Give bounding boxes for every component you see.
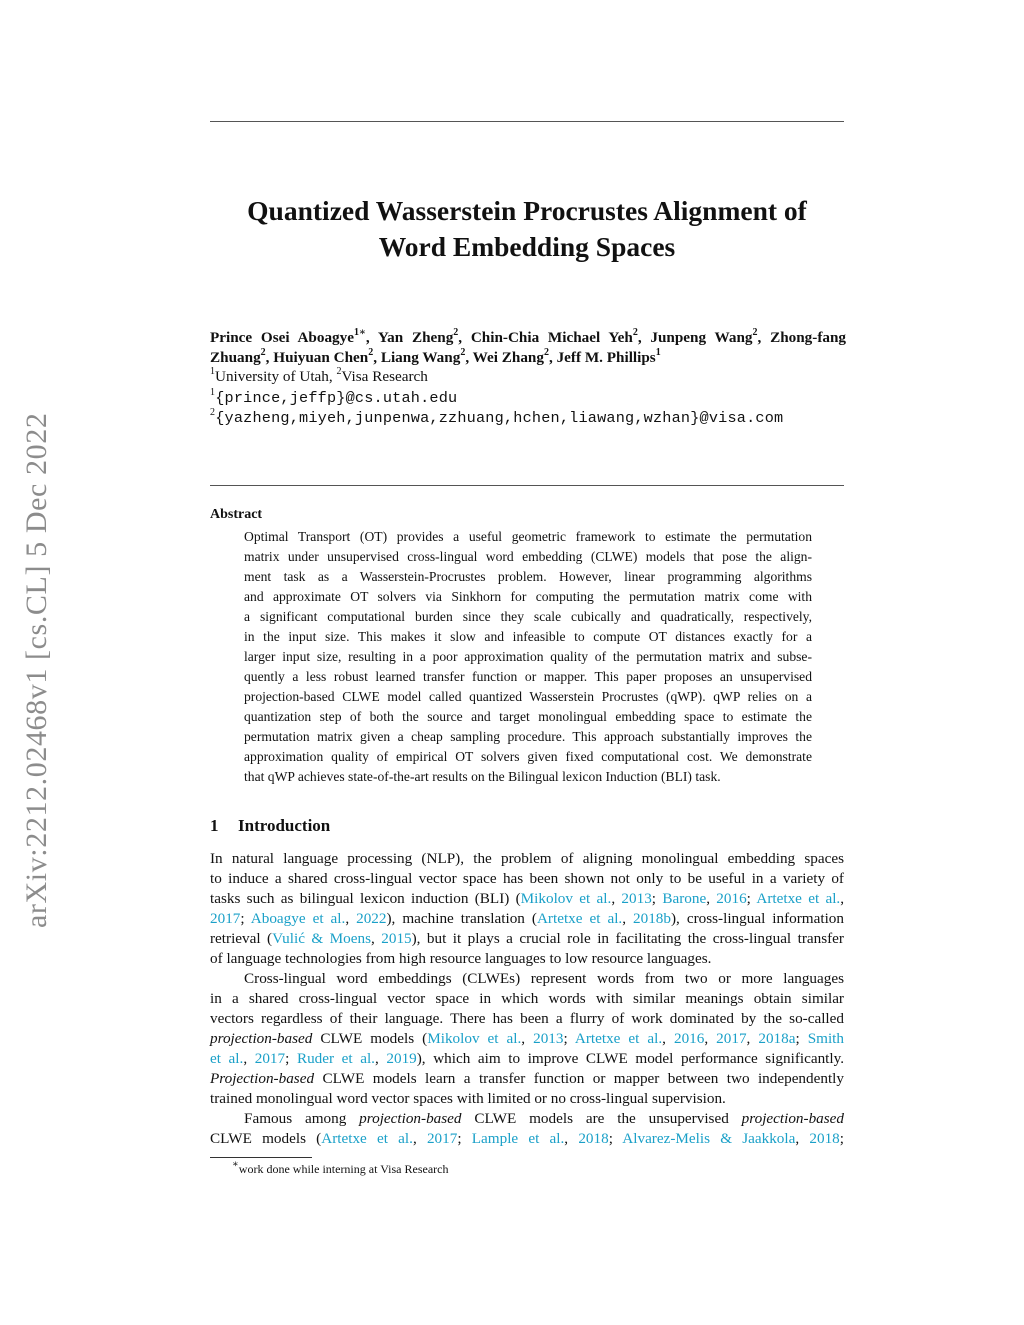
author-name: Chin-Chia Michael Yeh <box>470 329 633 346</box>
body-text-line <box>210 889 844 909</box>
citation-link[interactable]: Mikolov et al. <box>427 1030 522 1047</box>
citation-link[interactable]: Mikolov et al. <box>520 890 612 907</box>
body-text: , <box>746 1030 759 1047</box>
body-text: retrieval ( <box>210 930 273 947</box>
body-text: ; <box>746 890 757 907</box>
abstract-top-rule <box>210 485 844 486</box>
author-affiliation-marker: 2 <box>543 346 549 358</box>
body-text: Famous among <box>244 1110 360 1127</box>
author-name: Zhong-fang Zhuang <box>210 329 847 366</box>
affiliation-2-marker: 2 <box>336 365 342 377</box>
body-text: vectors regardless of their language. There has been a flurry of work dominated by the so-called <box>210 1010 844 1027</box>
body-text: tasks such as bilingual lexicon induction (BLI) ( <box>210 890 521 907</box>
body-text-line <box>210 1069 844 1089</box>
body-text-line <box>210 929 844 949</box>
body-text: , <box>412 1130 427 1147</box>
citation-link[interactable]: Vulić & Moens <box>272 930 371 947</box>
paper-title <box>180 193 874 265</box>
section-title: Introduction <box>238 816 331 835</box>
author-affiliation-marker: 2 <box>368 346 374 358</box>
body-text: trained monolingual word vector spaces with limited or no cross-lingual supervision. <box>210 1090 726 1107</box>
body-text-line <box>210 849 844 869</box>
citation-link[interactable]: 2016 <box>673 1030 705 1047</box>
affiliation-1: University of Utah, <box>215 368 337 385</box>
citation-link[interactable]: Barone <box>662 890 707 907</box>
abstract-line: quantization step of both the source and target monolingual embedding space to estimate the <box>244 709 812 724</box>
body-text: In natural language processing (NLP), the problem of aligning monolingual embedding spaces <box>210 850 844 867</box>
email-1[interactable]: {prince,jeffp}@cs.utah.edu <box>215 389 458 407</box>
author-affiliation-marker: 2 <box>632 326 638 338</box>
body-text: to induce a shared cross-lingual vector space has been shown not only to be useful in a variety of <box>210 870 844 887</box>
abstract-line: and approximate OT solvers via Sinkhorn for computing the permutation matrix come with <box>244 589 812 604</box>
author-name: Liang Wang <box>380 349 461 366</box>
body-text-line <box>210 1109 844 1129</box>
body-text: CLWE models ( <box>210 1130 322 1147</box>
body-text: , <box>243 1050 255 1067</box>
body-text: , <box>371 930 382 947</box>
body-text: , <box>662 1030 674 1047</box>
body-text-line <box>210 1129 844 1149</box>
body-text-line <box>210 989 844 1009</box>
author-name: Huiyuan Chen <box>273 349 369 366</box>
citation-link[interactable]: et al. <box>210 1050 244 1067</box>
affiliation-1-marker: 1 <box>210 365 215 377</box>
abstract-line: quently a less robust learned transfer function or mapper. This paper proposes an unsupervised <box>244 669 812 684</box>
abstract-line: that qWP achieves state-of-the-art results on the Bilingual lexicon Induction (BLI) task. <box>244 769 721 784</box>
citation-link[interactable]: Lample et al. <box>471 1130 565 1147</box>
abstract-heading: Abstract <box>210 507 263 522</box>
abstract-line: larger input size, resulting in a poor approximation quality of the permutation matrix and subse- <box>244 649 812 664</box>
section-heading-introduction <box>210 816 330 836</box>
email-2-marker: 2 <box>210 406 216 418</box>
email-2[interactable]: {yazheng,miyeh,junpenwa,zzhuang,hchen,liawang,wzhan}@visa.com <box>215 409 784 427</box>
citation-link[interactable]: 2017 <box>716 1030 747 1047</box>
author-name: Jeff M. Phillips <box>556 349 656 366</box>
citation-link[interactable]: 2017 <box>254 1050 286 1067</box>
body-text: , <box>345 910 357 927</box>
citation-link[interactable]: Alvarez-Melis & Jaakkola <box>622 1130 796 1147</box>
abstract-line: matrix under unsupervised cross-lingual word embedding (CLWE) models that pose the align- <box>244 549 812 564</box>
footnote-rule <box>210 1157 312 1158</box>
affiliation-2: Visa Research <box>341 368 428 385</box>
citation-link[interactable]: 2022 <box>356 910 387 927</box>
abstract-line: a significant computational burden since they scale cubically and quadratically, respectively, <box>244 609 812 624</box>
body-text-line <box>210 949 844 969</box>
citation-link[interactable]: Aboagye et al. <box>250 910 346 927</box>
body-text: , <box>795 1130 810 1147</box>
author-affiliation-marker: 2 <box>260 346 266 358</box>
body-text: CLWE models learn a transfer function or mapper between two independently <box>314 1070 844 1087</box>
body-text: ; <box>457 1130 472 1147</box>
citation-link[interactable]: Artetxe et al. <box>756 890 841 907</box>
title-top-rule <box>210 121 844 122</box>
body-text-line <box>210 909 844 929</box>
body-text: ), but it plays a crucial role in facilitating the cross-lingual transfer <box>411 930 844 947</box>
affiliations-line <box>210 367 428 387</box>
citation-link[interactable]: 2018b <box>633 910 671 927</box>
title-line-1: Quantized Wasserstein Procrustes Alignment of <box>247 195 807 226</box>
body-text: in a shared cross-lingual vector space in which words with similar meanings obtain similar <box>210 990 844 1007</box>
body-text-line <box>210 869 844 889</box>
emphasized-term: projection-based <box>741 1110 845 1127</box>
author-name: Prince Osei Aboagye <box>210 329 354 346</box>
body-text: CLWE models are the unsupervised <box>461 1110 742 1127</box>
body-text: , <box>622 910 634 927</box>
email-line-2 <box>210 408 783 428</box>
footnote-marker: ∗ <box>232 1159 239 1170</box>
author-list: Prince Osei Aboagye$^{1∗}$, Yan Zheng$^2$, Chin-Chia Michael Yeh$^2$, Junpeng Wang$^2$, Zhong-fang Zhuang$^2$, Huiyuan Chen$^2$, Liang Wang$^2$, Wei Zhang$^2$, Jeff M. Phillips$^1$ <box>210 326 847 366</box>
body-text: ; <box>651 890 663 907</box>
body-text: ; <box>839 1130 844 1147</box>
citation-link[interactable]: 2018 <box>809 1130 840 1147</box>
author-affiliation-marker: 2 <box>460 346 466 358</box>
email-line-1 <box>210 388 457 408</box>
abstract-line: projection-based CLWE model called quantized Wasserstein Procrustes (qWP). qWP relies on a <box>244 689 812 704</box>
body-text: ; <box>563 1030 575 1047</box>
arxiv-identifier-stamp: arXiv:2212.02468v1 [cs.CL] 5 Dec 2022 <box>20 412 53 928</box>
abstract-line: in the input size. This makes it slow and infeasible to compute OT distances exactly for a <box>244 629 812 644</box>
citation-link[interactable]: 2018 <box>578 1130 609 1147</box>
citation-link[interactable]: 2017 <box>210 910 241 927</box>
abstract-line: approximation quality of empirical OT solvers given fixed computational cost. We demonstrate <box>244 749 812 764</box>
emphasized-term: Projection-based <box>210 1070 315 1087</box>
body-text: ), machine translation ( <box>386 910 537 927</box>
email-1-marker: 1 <box>210 386 216 398</box>
citation-link[interactable]: Smith <box>807 1030 844 1047</box>
emphasized-term: projection-based <box>359 1110 462 1127</box>
abstract-line: permutation matrix given a cheap sampling procedure. This approach substantially improves the <box>244 729 812 744</box>
footnote <box>232 1159 449 1177</box>
body-text: ), cross-lingual information <box>670 910 844 927</box>
citation-link[interactable]: Artetxe et al. <box>536 910 623 927</box>
body-text: , <box>521 1030 534 1047</box>
author-name: Yan Zheng <box>377 329 454 346</box>
body-text: , <box>704 1030 717 1047</box>
section-number: 1 <box>210 816 219 835</box>
citation-link[interactable]: 2019 <box>386 1050 417 1067</box>
citation-link[interactable]: 2015 <box>381 930 412 947</box>
footnote-text: work done while interning at Visa Research <box>238 1162 449 1176</box>
body-text: ; <box>285 1050 297 1067</box>
author-name: Wei Zhang <box>472 349 544 366</box>
body-text: , <box>611 890 622 907</box>
citation-link[interactable]: 2017 <box>426 1130 458 1147</box>
citation-link[interactable]: 2013 <box>621 890 652 907</box>
citation-link[interactable]: Artetxe et al. <box>321 1130 413 1147</box>
body-text: ; <box>608 1130 623 1147</box>
body-text: , <box>374 1050 387 1067</box>
abstract-line: ment task as a Wasserstein-Procrustes problem. However, linear programming algorithms <box>244 569 812 584</box>
body-text-line <box>210 1049 844 1069</box>
emphasized-term: projection-based <box>210 1030 313 1047</box>
citation-link[interactable]: 2016 <box>716 890 747 907</box>
body-text-line <box>210 969 844 989</box>
title-line-2: Word Embedding Spaces <box>378 231 676 262</box>
citation-link[interactable]: 2013 <box>533 1030 564 1047</box>
body-text-line <box>210 1029 844 1049</box>
body-text: ; <box>240 910 251 927</box>
body-text: , <box>706 890 717 907</box>
body-text: ; <box>795 1030 808 1047</box>
body-text: , <box>564 1130 579 1147</box>
citation-link[interactable]: Ruder et al. <box>296 1050 375 1067</box>
body-text: of language technologies from high resource languages to low resource languages. <box>210 950 712 967</box>
body-text: ), which aim to improve CLWE model performance significantly. <box>416 1050 845 1067</box>
body-text-line <box>210 1009 844 1029</box>
citation-link[interactable]: 2018a <box>758 1030 796 1047</box>
abstract-line: Optimal Transport (OT) provides a useful geometric framework to estimate the permutation <box>244 529 812 544</box>
author-affiliation-marker: 1∗ <box>354 326 366 338</box>
author-affiliation-marker: 2 <box>752 326 758 338</box>
body-text-line <box>210 1089 844 1109</box>
author-name: Junpeng Wang <box>650 329 753 346</box>
author-affiliation-marker: 1 <box>655 346 661 358</box>
citation-link[interactable]: Artetxe et al. <box>574 1030 663 1047</box>
author-affiliation-marker: 2 <box>453 326 459 338</box>
body-text: Cross-lingual word embeddings (CLWEs) represent words from two or more languages <box>244 970 844 987</box>
body-text: CLWE models ( <box>312 1030 428 1047</box>
body-text: , <box>840 890 845 907</box>
